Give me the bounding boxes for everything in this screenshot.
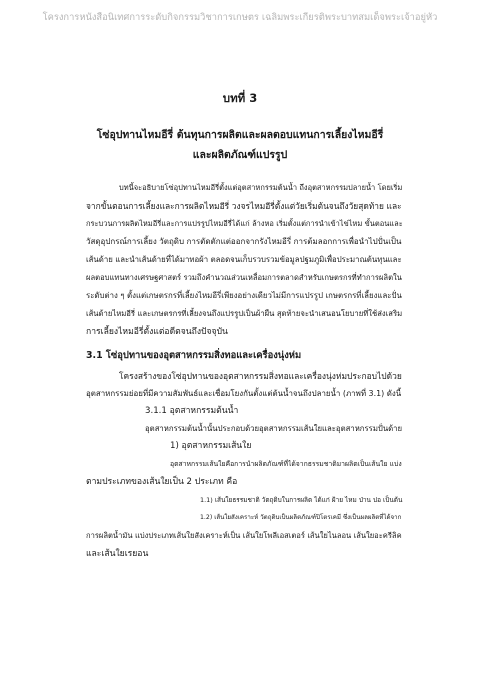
list-item-1-line-2: ตามประเภทของเส้นใยเป็น 2 ประเภท คือ	[86, 477, 238, 487]
body-para1-line-2: อุตสาหกรรมย่อยที่มีความสัมพันธ์และเชื่อมโยงกันตั้งแต่ต้นน้ำจนถึงปลายน้ำ (ภาพที่ 3.1) ดังนี้	[86, 389, 402, 398]
chapter-title-line-1: โซ่อุปทานไหมอีรี่ ต้นทุนการผลิตและผลตอบแทนการเลี้ยงไหมอีรี่	[96, 129, 384, 141]
intro-line-5: เส้นด้าย และนำเส้นด้ายที่ได้มาทอผ้า ตลอดจนเก็บรวบรวมข้อมูลปฐมภูมิเพื่อประมาณต้นทุนและ	[86, 255, 402, 264]
intro-line-7: ระดับต่าง ๆ ตั้งแต่เกษตรกรที่เลี้ยงไหมอีรี่เพียงอย่างเดียวไม่มีการแปรรูป เกษตรกรที่เลี้ยงและปั่น	[86, 291, 402, 300]
subsection-heading: 3.1.1 อุตสาหกรรมต้นน้ำ	[145, 406, 239, 416]
chapter-title-line-2: และผลิตภัณฑ์แปรรูป	[192, 149, 288, 161]
intro-line-2: จากขั้นตอนการเลี้ยงและการผลิตไหมอีรี่ วงจรไหมอีรี่ตั้งแต่วัยเริ่มต้นจนถึงวัยสุดท้าย และ	[86, 201, 402, 211]
intro-line-4: วัสดุอุปกรณ์การเลี้ยง วัตถุดิบ การตัดตักแต่ออกจากรังไหมอีรี่ การต้มลอกการเพื่อนำไปปั่นเป็น	[86, 237, 402, 246]
intro-line-3: กระบวนการผลิตไหมอีรี่และการแปรรูปไหมอีรี่ได้แก่ ล้างหอ เริ่มตั้งแต่การนำเข้าไข่ไหม ขั้นตอนและ	[86, 219, 403, 228]
intro-line-9: การเลี้ยงไหมอีรี่ตั้งแต่อดีตจนถึงปัจจุบัน	[86, 327, 228, 337]
sub-item-1-2-line-2: การผลิตน้ำมัน แบ่งประเภทเส้นใยสังเคราะห์เป็น เส้นใยโพลีเอสเตอร์ เส้นใยไนลอน เส้นใยอะครีลิค	[86, 531, 402, 540]
sub-item-1-2-line-3: และเส้นใยเรยอน	[86, 549, 149, 559]
chapter-number: บทที่ 3	[222, 91, 258, 105]
sub-item-1-1: 1.1) เส้นใยธรรมชาติ วัตถุดิบในการผลิต ได้แก่ ฝ้าย ไหม ป่าน ปอ เป็นต้น	[200, 496, 403, 504]
list-item-1-line-1: อุตสาหกรรมเส้นใยคือการนำผลิตภัณฑ์ที่ได้จากธรรมชาติมาผลิตเป็นเส้นใย แบ่ง	[170, 460, 402, 468]
list-item-1: 1) อุตสาหกรรมเส้นใย	[170, 441, 252, 451]
intro-line-6: ผลตอบแทนทางเศรษฐศาสตร์ รวมถึงคำนวณส่วนเหลื่อมการตลาดสำหรับเกษตรกรที่ทำการผลิตใน	[86, 273, 402, 282]
intro-line-1: บทนี้จะอธิบายโซ่อุปทานไหมอีรี่ตั้งแต่อุตสาหกรรมต้นน้ำ ถึงอุตสาหกรรมปลายน้ำ โดยเริ่ม	[119, 183, 403, 192]
subsection-text: อุตสาหกรรมต้นน้ำนั้นประกอบด้วยอุตสาหกรรมเส้นใยและอุตสาหกรรมปั่นด้าย	[145, 424, 403, 433]
body-para1-line-1: โครงสร้างของโซ่อุปทานของอุตสาหกรรมสิ่งทอและเครื่องนุ่งห่มประกอบไปด้วย	[119, 371, 402, 381]
sub-item-1-2-line-1: 1.2) เส้นใยสังเคราะห์ วัตถุดิบเป็นผลิตภัณฑ์ปิโตรเคมี ซึ่งเป็นผลผลิตที่ได้จาก	[200, 514, 402, 521]
intro-line-8: เส้นด้ายไหมอีรี่ และเกษตรกรที่เลี้ยงจนถึงแปรรูปเป็นผ้าผืน สุดท้ายจะนำเสนอนโยบายที่ใช้ส่งเสริม	[86, 309, 403, 318]
section-heading: 3.1 โซ่อุปทานของอุตสาหกรรมสิ่งทอและเครื่องนุ่งห่ม	[86, 350, 302, 361]
page-header: โครงการหนังสือนิเทศการระดับกิจกรรมวิชาการเกษตร เฉลิมพระเกียรติพระบาทสมเด็จพระเจ้าอยู่หัว	[42, 12, 438, 23]
